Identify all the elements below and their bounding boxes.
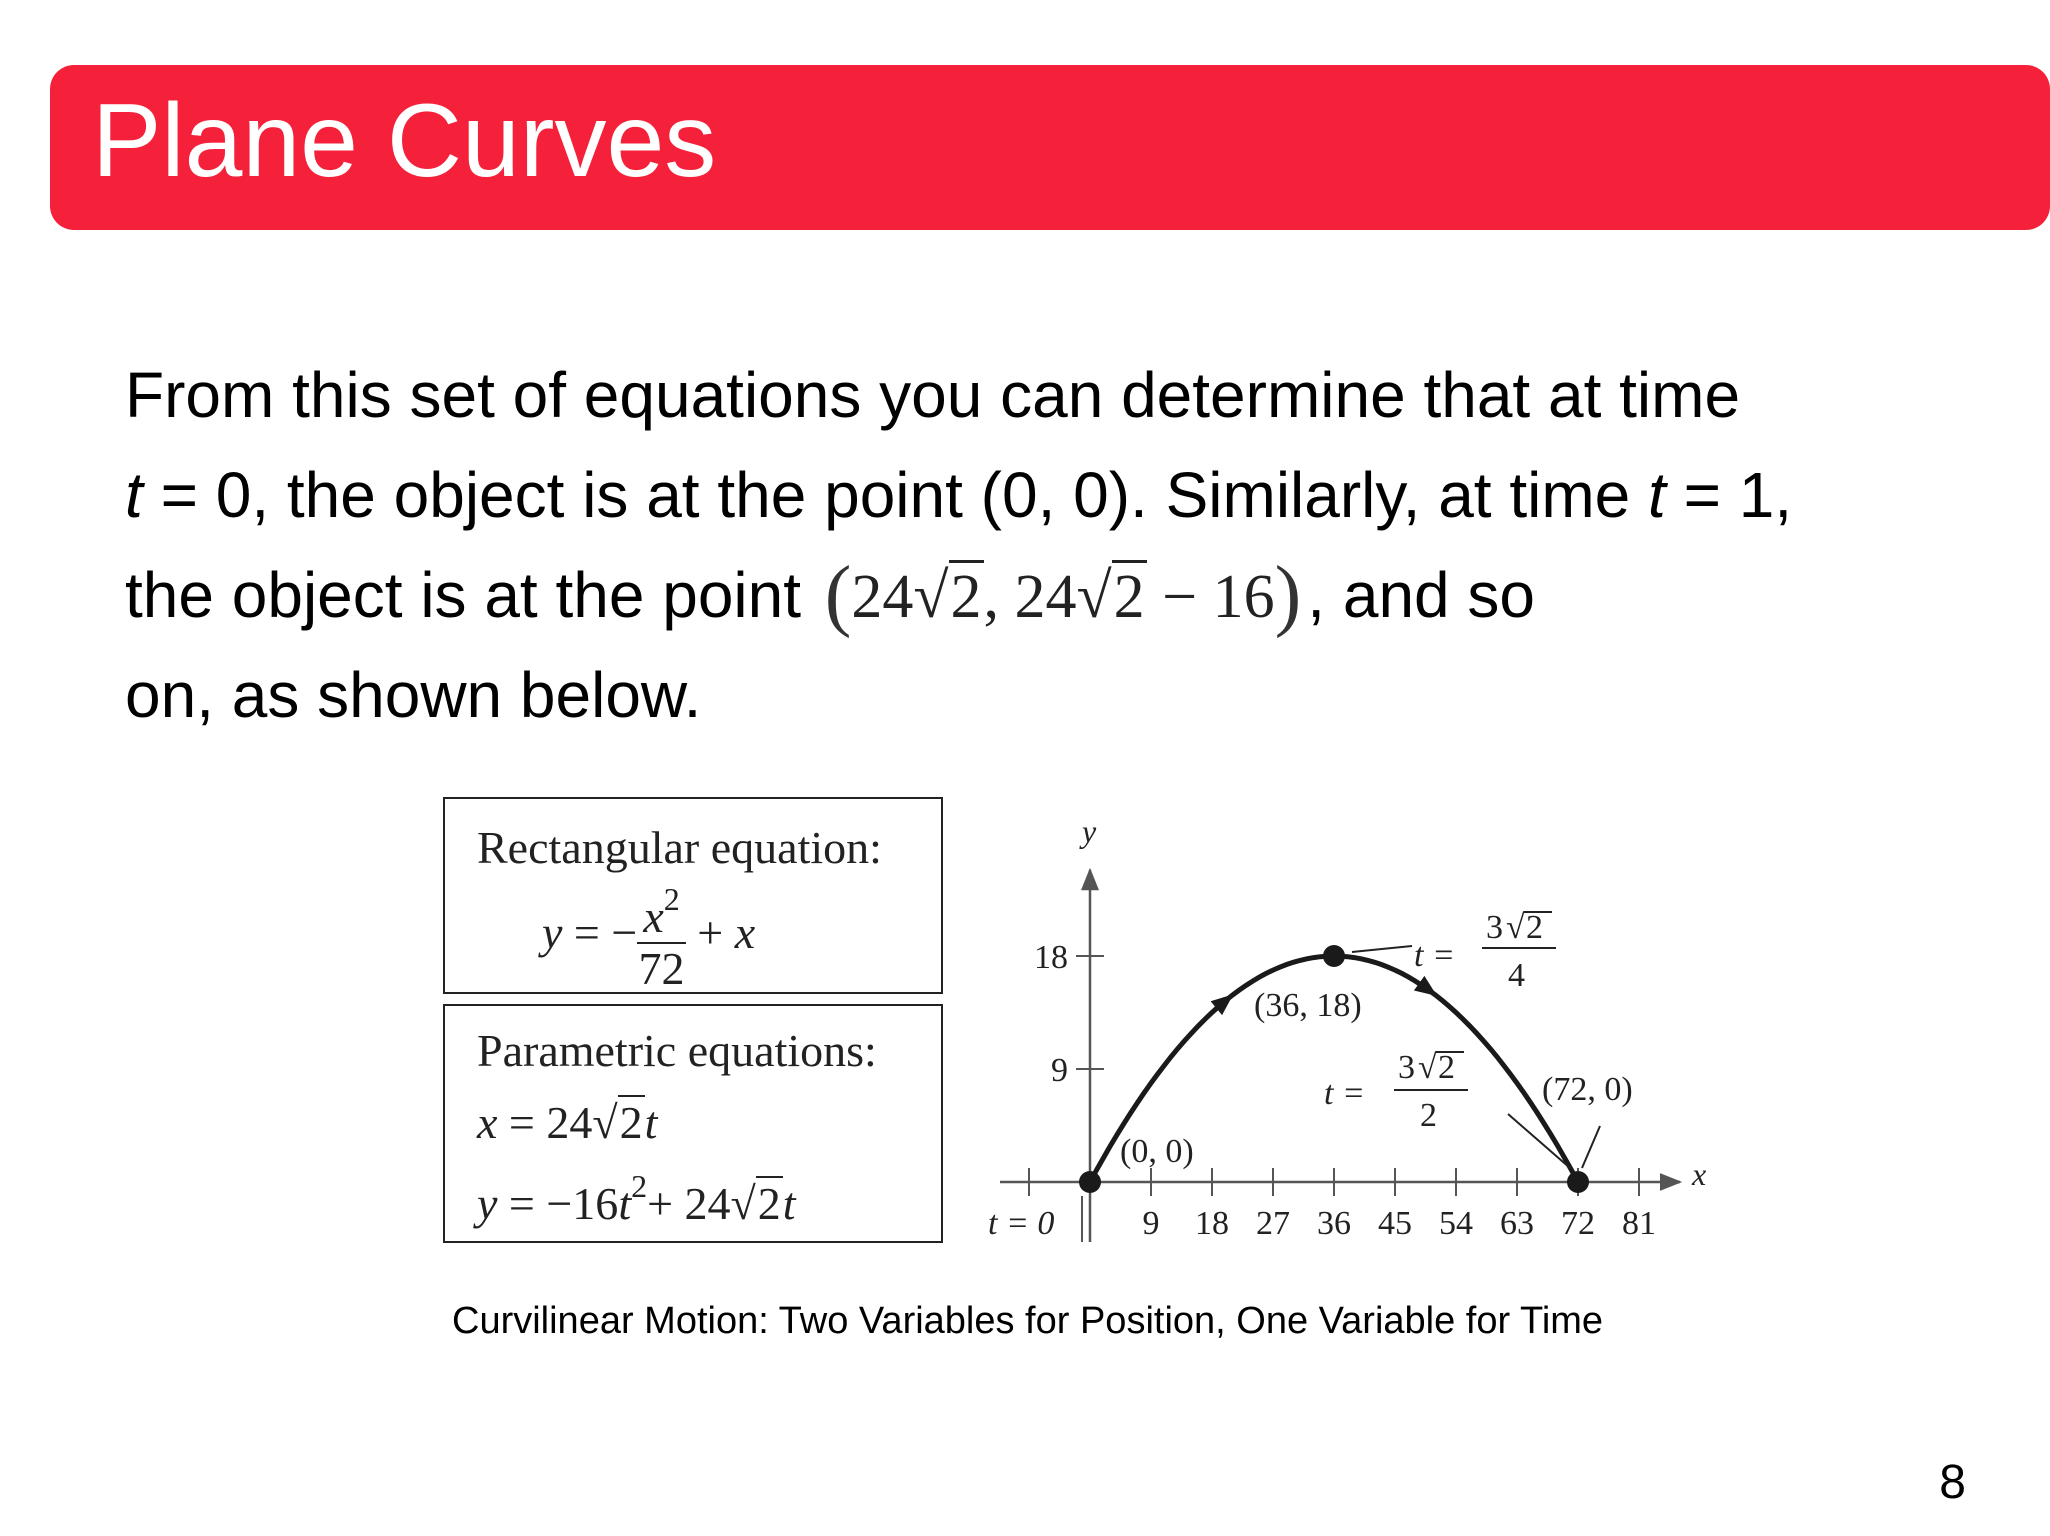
- annotation-leader-end-point: [1582, 1126, 1600, 1168]
- fraction-denominator: 72: [638, 943, 685, 994]
- parabola-chart: [980, 810, 1707, 1250]
- body-line-4: on, as shown below.: [125, 659, 702, 731]
- equals-minus: = −: [562, 907, 638, 959]
- body-line-2-text-b: = 1,: [1665, 459, 1793, 531]
- point-y-radicand: 2: [1112, 560, 1147, 631]
- curve-point: [1567, 1171, 1589, 1193]
- t-variable: t: [618, 1178, 632, 1229]
- y-tick-label: 9: [1051, 1052, 1068, 1089]
- x-tick-label: 36: [1317, 1205, 1351, 1242]
- t-variable: t: [125, 459, 143, 531]
- y-axis-label: y: [1082, 813, 1097, 849]
- body-line-2-text-a: = 0, the object is at the point (0, 0). Similarly, at time: [142, 459, 1649, 531]
- open-paren-icon: (: [824, 551, 852, 639]
- plus-sign: +: [685, 907, 735, 959]
- y-variable: y: [477, 1178, 498, 1229]
- x-tick-label: 54: [1439, 1205, 1473, 1242]
- x-tick-label: 45: [1378, 1205, 1412, 1242]
- annotation-leader-end-t: [1508, 1114, 1570, 1168]
- parametric-heading: Parametric equations:: [477, 1025, 877, 1076]
- t-variable: t: [782, 1178, 796, 1229]
- annotation-t-top-num: 3: [1486, 909, 1503, 946]
- point-y-coef: 24: [1014, 563, 1077, 631]
- slide-title: Plane Curves: [92, 83, 717, 199]
- x-equals-coef: = 24: [497, 1097, 593, 1148]
- rectangular-heading: Rectangular equation:: [477, 822, 882, 873]
- figure-caption: Curvilinear Motion: Two Variables for Position, One Variable for Time: [452, 1300, 1604, 1342]
- body-line-3-text-a: the object is at the point: [125, 559, 819, 631]
- body-line-2: [125, 445, 1985, 545]
- title-bar: [50, 65, 2050, 230]
- x-tick-label: 27: [1256, 1205, 1290, 1242]
- curve-point: [1323, 945, 1345, 967]
- annotation-t-top-prefix: t =: [1414, 937, 1455, 974]
- x-tick-label: 72: [1561, 1205, 1595, 1242]
- annotation-t-end-prefix: t =: [1324, 1075, 1365, 1112]
- annotation-t-top-den: 4: [1508, 957, 1525, 994]
- fraction-numerator: [637, 883, 685, 944]
- body-line-1: From this set of equations you can determine that at time: [125, 359, 1741, 431]
- x-variable: x: [477, 1097, 498, 1148]
- x-tick-label: 9: [1142, 1205, 1160, 1242]
- t-variable: t: [644, 1097, 658, 1148]
- body-paragraph: [125, 345, 1985, 745]
- curve-point: [1079, 1171, 1101, 1193]
- point-x-radicand: 2: [949, 560, 984, 631]
- sqrt-icon: √: [1418, 1049, 1437, 1086]
- point-label-end: (72, 0): [1542, 1071, 1633, 1108]
- point-comma: ,: [983, 563, 1000, 631]
- x-variable: x: [643, 891, 664, 942]
- parametric-x-equation: [477, 1096, 657, 1149]
- parametric-y-equation: [477, 1168, 796, 1230]
- body-line-3: [125, 545, 1985, 645]
- x-tick-label: 18: [1195, 1205, 1229, 1242]
- y-equals-coef: = −16: [497, 1178, 619, 1229]
- exponent: 2: [631, 1168, 648, 1204]
- body-line-3-text-b: , and so: [1307, 559, 1535, 631]
- point-y-tail: − 16: [1146, 563, 1275, 631]
- point-expression: [819, 545, 1308, 647]
- y-variable: y: [542, 907, 563, 959]
- annotation-t-end-num: 3: [1398, 1049, 1415, 1086]
- exponent: 2: [663, 881, 680, 917]
- annotation-leader-top: [1352, 946, 1412, 952]
- sqrt-icon: √2: [730, 1178, 781, 1229]
- x-tick-label: 63: [1500, 1205, 1534, 1242]
- page-number: 8: [1939, 1456, 1966, 1509]
- annotation-t-end-rad: 2: [1438, 1049, 1455, 1086]
- plus-coef: + 24: [647, 1178, 731, 1229]
- fraction: [637, 883, 685, 992]
- sqrt-icon: √: [1506, 909, 1525, 946]
- point-label-vertex: (36, 18): [1254, 987, 1362, 1024]
- t-variable: t: [1648, 459, 1666, 531]
- sqrt-icon: √2: [592, 1097, 643, 1148]
- point-x-coef: 24: [851, 563, 914, 631]
- close-paren-icon: ): [1274, 551, 1302, 639]
- annotation-t0: t = 0: [988, 1205, 1055, 1242]
- sqrt-icon: √2: [1076, 560, 1145, 631]
- rectangular-equation: [542, 883, 755, 992]
- sqrt-icon: √2: [913, 560, 982, 631]
- x-axis-label: x: [1692, 1156, 1707, 1192]
- y-tick-label: 18: [1034, 939, 1068, 976]
- y-radicand: 2: [757, 1178, 781, 1229]
- x-tick-label: 81: [1622, 1205, 1656, 1242]
- annotation-t-top-rad: 2: [1526, 909, 1543, 946]
- parametric-equations-box: [443, 1004, 943, 1243]
- rectangular-equation-box: [443, 797, 943, 994]
- annotation-t-end-den: 2: [1420, 1097, 1437, 1134]
- point-label-origin: (0, 0): [1120, 1133, 1194, 1170]
- x-radicand: 2: [619, 1097, 643, 1148]
- x-variable: x: [734, 907, 756, 959]
